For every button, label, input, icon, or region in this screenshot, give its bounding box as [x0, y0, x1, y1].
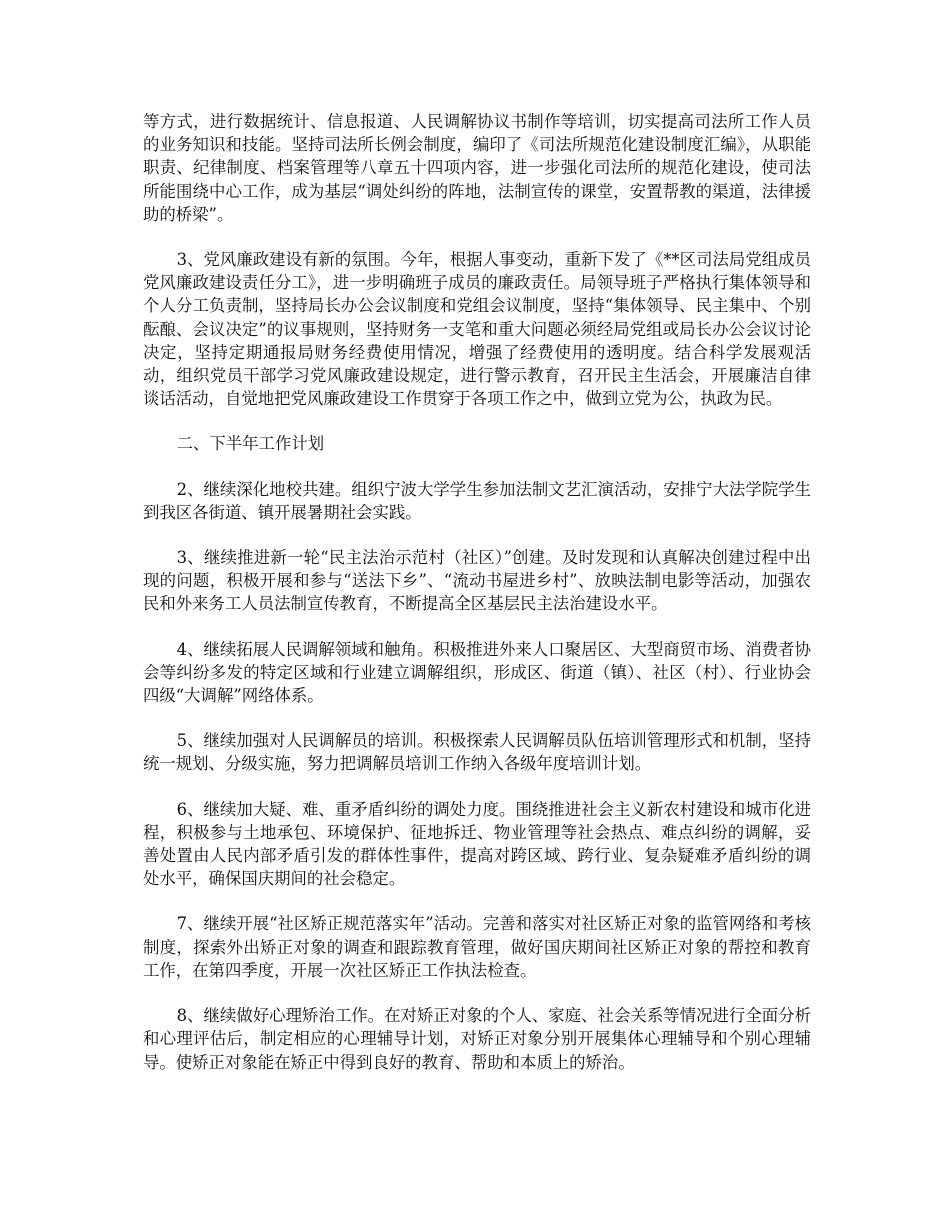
paragraph-plan-item-7: 7、继续开展“社区矫正规范落实年”活动。完善和落实对社区矫正对象的监管网络和考核制度，探索外出矫正对象的调查和跟踪教育管理，做好国庆期间社区矫正对象的帮控和教育工作，在第四季度，开展一次社区矫正工作执法检查。 [143, 914, 811, 980]
paragraph-plan-item-4: 4、继续拓展人民调解领域和触角。积极推进外来人口聚居区、大型商贸市场、消费者协会等纠纷多发的特定区域和行业建立调解组织，形成区、街道（镇）、社区（村）、行业协会四级“大调解”网络体系。 [143, 639, 811, 706]
paragraph-plan-item-8: 8、继续做好心理矫治工作。在对矫正对象的个人、家庭、社会关系等情况进行全面分析和心理评估后，制定相应的心理辅导计划，对矫正对象分别开展集体心理辅导和个别心理辅导。使矫正对象能在矫正中得到良好的教育、帮助和本质上的矫治。 [143, 1006, 811, 1072]
paragraph-plan-item-6: 6、继续加大疑、难、重矛盾纠纷的调处力度。围绕推进社会主义新农村建设和城市化进程，积极参与土地承包、环境保护、征地拆迁、物业管理等社会热点、难点纠纷的调解，妥善处置由人民内部矛盾引发的群体性事件，提高对跨区域、跨行业、复杂疑难矛盾纠纷的调处水平，确保国庆期间的社会稳定。 [143, 799, 811, 889]
paragraph-plan-item-2: 2、继续深化地校共建。组织宁波大学学生参加法制文艺汇演活动，安排宁大法学院学生到我区各街道、镇开展暑期社会实践。 [143, 479, 811, 522]
paragraph-plan-item-5: 5、继续加强对人民调解员的培训。积极探索人民调解员队伍培训管理形式和机制，坚持统一规划、分级实施，努力把调解员培训工作纳入各级年度培训计划。 [143, 731, 811, 774]
paragraph-plan-item-3: 3、继续推进新一轮“民主法治示范村（社区）”创建。及时发现和认真解决创建过程中出现的问题，积极开展和参与“送法下乡”、“流动书屋进乡村”、放映法制电影等活动，加强农民和外来务工人员法制宣传教育，不断提高全区基层民主法治建设水平。 [143, 548, 811, 614]
paragraph-party-conduct: 3、党风廉政建设有新的氛围。今年，根据人事变动，重新下发了《**区司法局党组成员党风廉政建设责任分工》，进一步明确班子成员的廉政责任。局领导班子严格执行集体领导和个人分工负责制，坚持局长办公会议制度和党组会议制度，坚持“集体领导、民主集中、个别酝酿、会议决定”的议事规则，坚持财务一支笔和重大问题必须经局党组或局长办公会议讨论决定，坚持定期通报局财务经费使用情况，增强了经费使用的透明度。结合科学发展观活动，组织党员干部学习党风廉政建设规定，进行警示教育，召开民主生活会，开展廉洁自律谈话活动，自觉地把党风廉政建设工作贯穿于各项工作之中，做到立党为公，执政为民。 [143, 250, 811, 409]
paragraph-continued: 等方式，进行数据统计、信息报道、人民调解协议书制作等培训，切实提高司法所工作人员的业务知识和技能。坚持司法所长例会制度，编印了《司法所规范化建设制度汇编》，从职能职责、纪律制度、档案管理等八章五十四项内容，进一步强化司法所的规范化建设，使司法所能围绕中心工作，成为基层“调处纠纷的阵地，法制宣传的课堂，安置帮教的渠道，法律援助的桥梁”。 [143, 112, 811, 224]
document-page [143, 110, 811, 1096]
section-heading-second-half-plan: 二、下半年工作计划 [176, 434, 325, 454]
